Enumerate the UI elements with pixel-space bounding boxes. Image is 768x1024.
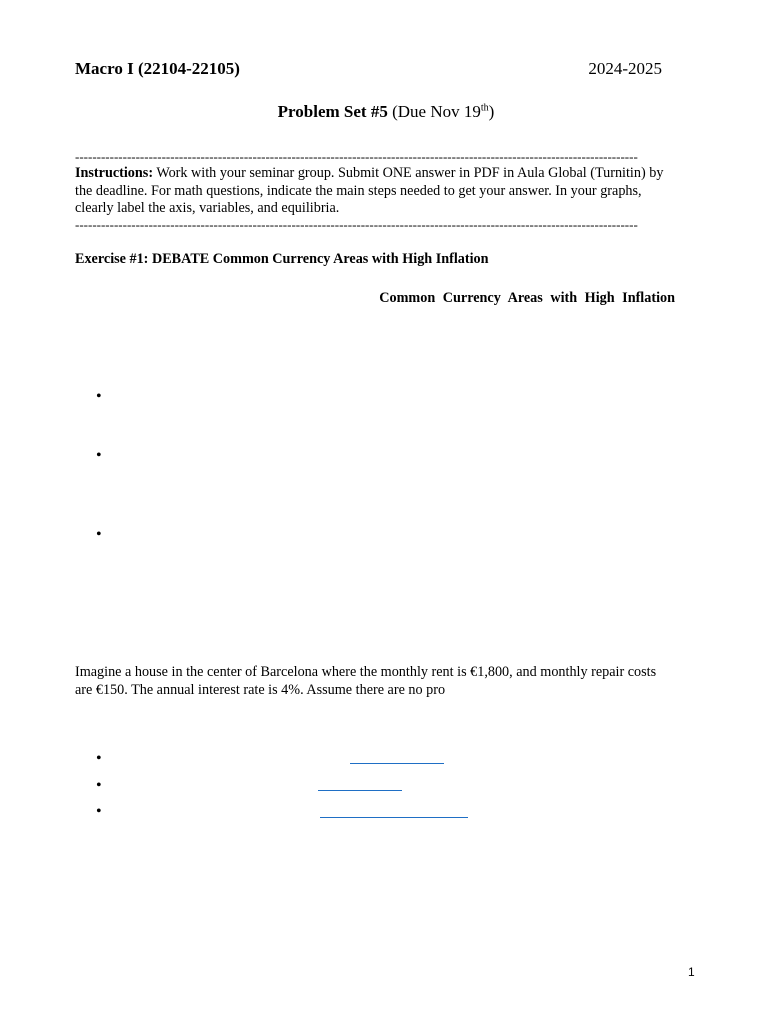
hyperlink-underline-1[interactable] — [350, 763, 444, 764]
due-date-prefix: (Due Nov 19 — [387, 102, 481, 121]
instructions-text: Work with your seminar group. Submit ONE answer in PDF in Aula Global (Turnitin) by the deadline. For math questions, indicate the main steps needed to get your answer. In your graphs, clearly label the axis, variables, and equilibria. — [75, 165, 664, 216]
separator-bottom: ---------------------------------------------------------------------------------------------------------------------------------- — [75, 218, 638, 232]
bullet-1: • — [96, 388, 102, 405]
bullet-2: • — [96, 447, 102, 464]
bullet-5: • — [96, 777, 102, 794]
bullet-3: • — [96, 526, 102, 543]
problem-set-title — [0, 102, 768, 122]
separator-top: ---------------------------------------------------------------------------------------------------------------------------------- — [75, 150, 638, 164]
exercise-1-heading: Exercise #1: DEBATE Common Currency Areas with High Inflation — [75, 251, 489, 267]
instructions-label: Instructions: — [75, 165, 154, 181]
problem-set-label: Problem Set #5 — [277, 102, 388, 121]
exercise-2-paragraph: Imagine a house in the center of Barcelona where the monthly rent is €1,800, and monthly repair costs are €150. The annual interest rate is 4%. Assume there are no pro — [75, 664, 657, 698]
academic-year: 2024-2025 — [588, 59, 662, 78]
due-date-suffix-sup: th — [480, 102, 489, 114]
page-number: 1 — [688, 965, 695, 979]
exercise-1-subheading: Common Currency Areas with High Inflation — [379, 290, 675, 306]
bullet-4: • — [96, 750, 102, 767]
hyperlink-underline-2[interactable] — [318, 790, 402, 791]
course-title: Macro I (22104-22105) — [75, 59, 240, 78]
bullet-6: • — [96, 803, 102, 820]
hyperlink-underline-3[interactable] — [320, 817, 468, 818]
instructions-block — [75, 165, 665, 218]
due-date-close: ) — [488, 102, 495, 121]
